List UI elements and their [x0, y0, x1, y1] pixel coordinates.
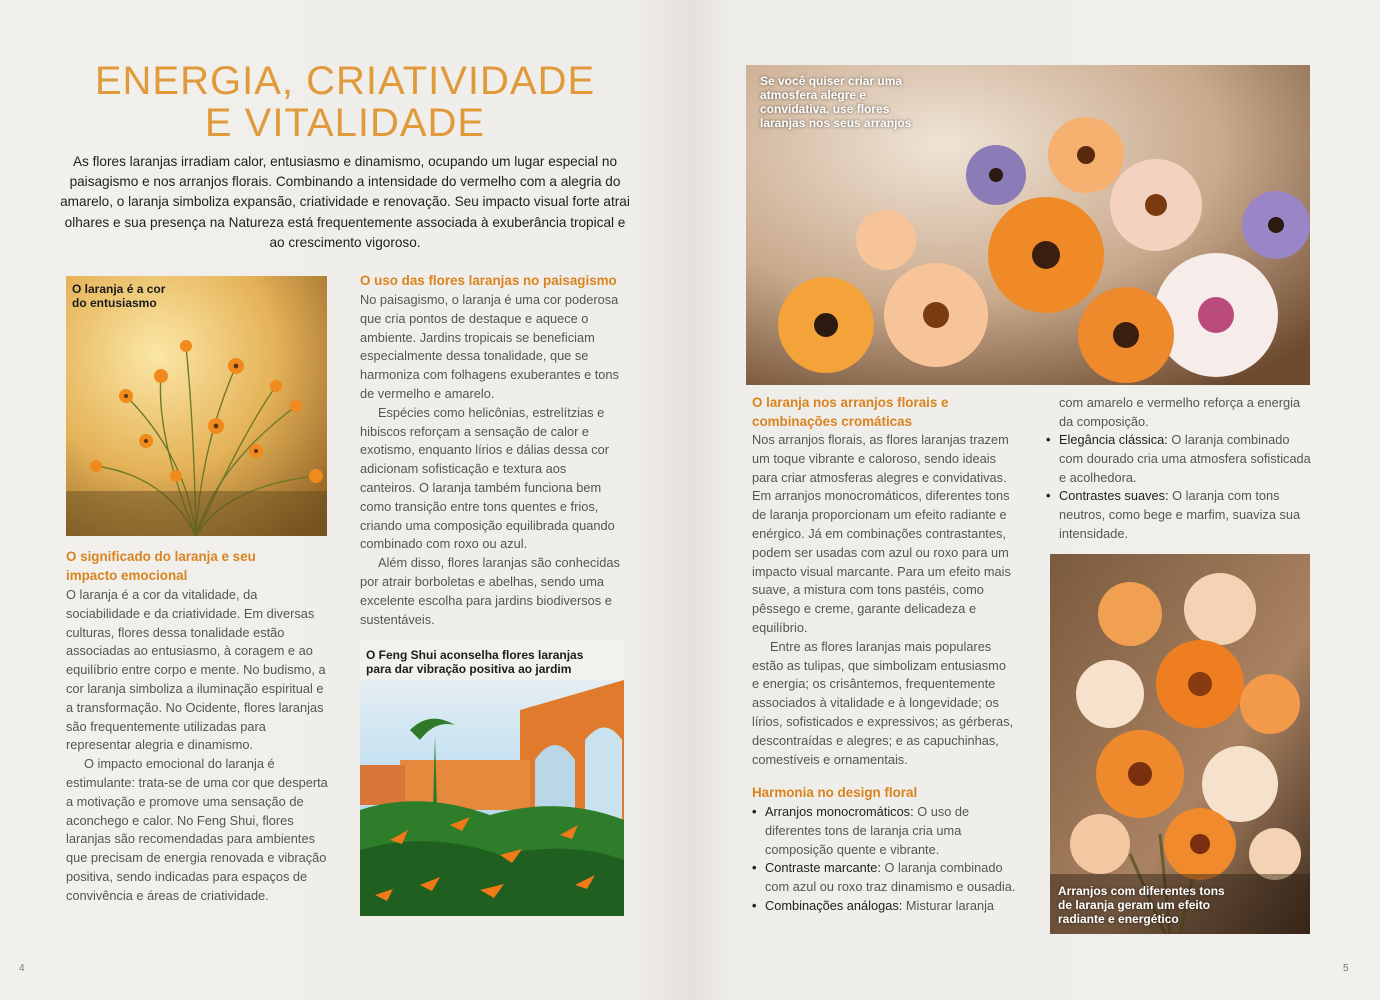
wildflowers-illustration — [66, 276, 327, 536]
photo-tropical-garden — [360, 640, 624, 916]
section1-body — [66, 586, 328, 906]
intro-paragraph: As flores laranjas irradiam calor, entusiasmo e dinamismo, ocupando um lugar especial no paisagismo e nos arranjos florais. Combinando a intensidade do vermelho com a alegria do amarelo, o laranja simboliza expansão, criatividade e renovação. Seu impacto visual forte atrai olhares e sua presença na Natureza está frequentemente associada à exuberância tropical e ao crescimento vigoroso. — [60, 154, 630, 250]
section2-paragraph-2: Espécies como helicônias, estrelítzias e hibiscos reforçam a sensação de calor e exotismo, enquanto lírios e dálias dessa cor adicionam sofisticação e textura aos canteiros. O laranja também funciona bem como transição entre tons quentes e frios, criando uma composição equilibrada quando combinado com roxo ou azul. — [360, 404, 615, 552]
list-item — [752, 897, 1018, 916]
section1-paragraph-2: O impacto emocional do laranja é estimulante: trata-se de uma cor que desperta a motivação e promove uma sensação de aconchego e calor. No Feng Shui, flores laranjas são recomendadas para ambientes que precisam de energia renovada e vibração positiva, sendo indicadas para espaços de convivência e áreas de criatividade. — [66, 756, 328, 903]
list-item — [752, 859, 1018, 897]
bullet-label: Elegância clássica: — [1059, 432, 1168, 447]
orange-bouquet-illustration — [1050, 554, 1310, 934]
section3-paragraph-1: Nos arranjos florais, as flores laranjas trazem um toque vibrante e caloroso, sendo ideais para criar atmosferas alegres e convidativas. Em arranjos monocromáticos, diferentes tons de laranja proporcionam um efeito radiante e enérgico. Já em combinações contrastantes, podem ser usadas com azul ou roxo para um impacto visual marcante. Para um efeito mais suave, a mistura com tons pastéis, como pêssego e creme, garante delicadeza e equilíbrio. — [752, 432, 1011, 635]
section3-paragraph-2: Entre as flores laranjas mais populares estão as tulipas, que simbolizam entusiasmo e energia; os crisântemos, frequentemente associados à vitalidade e à longevidade; os lírios, sofisticados e expressivos; as gérberas, descontraídas e alegres; e as capuchinhas, comestíveis e ornamentais. — [752, 638, 1014, 767]
bullet-text: Misturar laranja — [902, 897, 995, 913]
right-page — [690, 0, 1380, 1000]
section3-body — [752, 431, 1016, 769]
page-title — [60, 60, 630, 144]
bullet-continuation — [1059, 394, 1313, 432]
bullet-label: Arranjos monocromáticos: — [765, 804, 914, 819]
section1-paragraph-1: O laranja é a cor da vitalidade, da sociabilidade e da criatividade. Em diversas culturas, flores dessa tonalidade estão associadas ao entusiasmo, à coragem e ao equilíbrio entre corpo e mente. No budismo, a cor laranja simboliza a iluminação espiritual e a transformação. No Ocidente, flores laranjas são frequentemente utilizadas para representar alegria e dinamismo. — [66, 587, 326, 753]
section2-paragraph-3: Além disso, flores laranjas são conhecidas por atrair borboletas e abelhas, sendo uma excelente escolha para jardins biodiversos e sustentáveis. — [360, 555, 620, 627]
harmony-bullet-list — [752, 803, 1018, 916]
photo-orange-wildflowers — [66, 276, 327, 536]
section1-heading: O significado do laranja e seu impacto emocional — [66, 549, 256, 583]
bullet-label: Contraste marcante: — [765, 860, 881, 876]
section2-paragraph-1: No paisagismo, o laranja é uma cor poderosa que cria pontos de destaque e aquece o ambiente. Jardins tropicais se beneficiam especialmente dessa tonalidade, que se harmoniza com folhagens exuberantes e tons de vermelho e amarelo. — [360, 292, 619, 401]
bullet-text: O laranja com tons neutros, como bege e marfim, suaviza sua intensidade. — [1059, 488, 1301, 541]
section4-heading: Harmonia no design floral — [752, 785, 918, 800]
bullet-text: O laranja combinado com azul ou roxo traz dinamismo e ousadia. — [765, 860, 1016, 895]
photo-mixed-bouquet — [746, 65, 1310, 385]
photo3-caption: Se você quiser criar uma atmosfera alegre e convidativa, use flores laranjas nos seus arranjos — [760, 74, 912, 130]
photo2-caption: O Feng Shui aconselha flores laranjas para dar vibração positiva ao jardim — [366, 648, 584, 676]
bullet-text: O laranja combinado com dourado cria uma atmosfera sofisticada e acolhedora. — [1059, 432, 1311, 485]
bullet-text: O uso de diferentes tons de laranja cria uma composição quente e vibrante. — [765, 804, 970, 857]
photo4-caption: Arranjos com diferentes tons de laranja geram um efeito radiante e energético — [1058, 884, 1225, 926]
bullet-continuation-text: com amarelo e vermelho reforça a energia da composição. — [1059, 395, 1301, 429]
page-number-left: 4 — [19, 963, 25, 974]
harmony-bullet-list-2 — [1046, 431, 1313, 544]
photo-orange-bouquet — [1050, 554, 1310, 934]
section3-heading: O laranja nos arranjos florais e combinações cromáticas — [752, 395, 949, 429]
section2-body — [360, 291, 624, 629]
title-line-1: ENERGIA, CRIATIVIDADE — [94, 59, 596, 103]
bullet-label: Combinações análogas: — [765, 897, 903, 913]
bullet-label: Contrastes suaves: — [1059, 488, 1169, 504]
list-item — [752, 803, 1018, 859]
garden-illustration — [360, 640, 624, 916]
title-line-2: E VITALIDADE — [204, 101, 486, 145]
section2-heading: O uso das flores laranjas no paisagismo — [360, 273, 617, 288]
list-item — [1046, 487, 1313, 543]
list-item — [1046, 431, 1313, 487]
page-number-right: 5 — [1343, 963, 1349, 974]
photo1-caption: O laranja é a cor do entusiasmo — [72, 282, 166, 310]
